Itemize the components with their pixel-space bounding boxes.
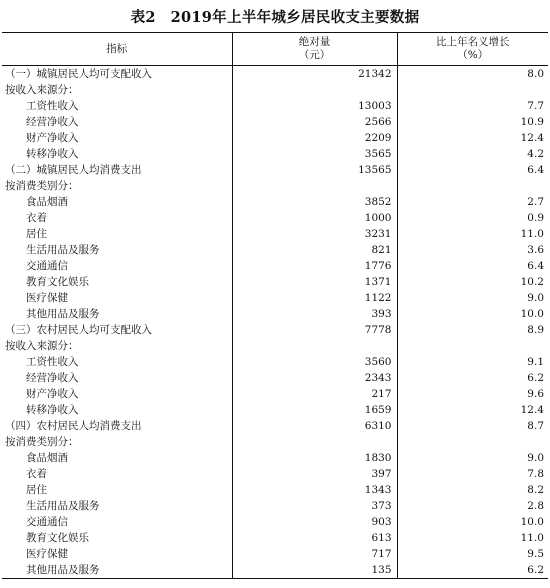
table-row xyxy=(2,130,548,146)
row-absolute-value: 3231 xyxy=(232,226,397,242)
row-growth-rate: 6.4 xyxy=(527,164,544,176)
row-growth-rate: 8.9 xyxy=(527,324,544,336)
table-row xyxy=(2,546,548,562)
row-indicator-name: 转移净收入 xyxy=(2,402,232,418)
row-growth-rate: 11.0 xyxy=(520,532,544,544)
row-indicator-name: 衣着 xyxy=(2,466,232,482)
row-indicator-name: 工资性收入 xyxy=(2,98,232,114)
row-absolute-value xyxy=(232,434,397,450)
row-growth-rate: 6.4 xyxy=(527,260,544,272)
table-row xyxy=(2,370,548,386)
row-growth-rate: 2.8 xyxy=(527,500,544,512)
table-title: 表2 2019年上半年城乡居民收支主要数据 xyxy=(130,9,420,26)
row-indicator-name: 转移净收入 xyxy=(2,146,232,162)
table-row xyxy=(2,162,548,178)
row-absolute-value: 393 xyxy=(232,306,397,322)
row-growth-rate: 6.2 xyxy=(527,372,544,384)
row-absolute-value: 7778 xyxy=(232,322,397,338)
row-absolute-value: 13003 xyxy=(232,98,397,114)
row-growth-rate: 0.9 xyxy=(527,212,544,224)
row-indicator-name: 食品烟酒 xyxy=(2,194,232,210)
row-growth-rate: 3.6 xyxy=(527,244,544,256)
table-row xyxy=(2,82,548,98)
table-row xyxy=(2,450,548,466)
table-row xyxy=(2,418,548,434)
row-growth-rate: 10.0 xyxy=(520,516,544,528)
row-growth-rate: 11.0 xyxy=(520,228,544,240)
table-row xyxy=(2,210,548,226)
row-absolute-value: 903 xyxy=(232,514,397,530)
row-indicator-name: 按消费类别分： xyxy=(2,434,232,450)
table-row xyxy=(2,322,548,338)
row-indicator-name: （四）农村居民人均消费支出 xyxy=(2,418,232,434)
row-indicator-name: 居住 xyxy=(2,482,232,498)
row-growth-rate: 12.4 xyxy=(520,404,544,416)
row-growth-rate: 4.2 xyxy=(527,148,544,160)
row-indicator-name: 交通通信 xyxy=(2,258,232,274)
row-absolute-value: 1000 xyxy=(232,210,397,226)
table-row xyxy=(2,242,548,258)
table-row xyxy=(2,290,548,306)
header-indicator-label: 指标 xyxy=(106,42,128,55)
header-absolute-value-unit: （元） xyxy=(298,49,331,61)
row-absolute-value: 1776 xyxy=(232,258,397,274)
row-growth-rate: 9.1 xyxy=(527,356,544,368)
header-indicator xyxy=(2,33,232,66)
row-growth-rate xyxy=(397,82,548,98)
table-row xyxy=(2,402,548,418)
row-growth-rate: 9.0 xyxy=(527,452,544,464)
row-growth-rate: 7.8 xyxy=(527,468,544,480)
row-indicator-name: 其他用品及服务 xyxy=(2,306,232,322)
row-indicator-name: 医疗保健 xyxy=(2,546,232,562)
table-row xyxy=(2,354,548,370)
table-row xyxy=(2,530,548,546)
table-row xyxy=(2,498,548,514)
row-growth-rate: 12.4 xyxy=(520,132,544,144)
row-indicator-name: 按收入来源分： xyxy=(2,82,232,98)
row-absolute-value: 1659 xyxy=(232,402,397,418)
header-absolute-value xyxy=(232,33,397,66)
header-growth-label: 比上年名义增长 xyxy=(436,36,510,48)
row-indicator-name: 按消费类别分： xyxy=(2,178,232,194)
row-absolute-value: 3565 xyxy=(232,146,397,162)
table-row xyxy=(2,146,548,162)
row-absolute-value: 821 xyxy=(232,242,397,258)
row-absolute-value: 3852 xyxy=(232,194,397,210)
row-growth-rate: 6.2 xyxy=(397,562,548,579)
row-absolute-value: 217 xyxy=(232,386,397,402)
row-absolute-value xyxy=(232,338,397,354)
row-growth-rate: 8.7 xyxy=(527,420,544,432)
table-row xyxy=(2,114,548,130)
row-growth-rate: 9.0 xyxy=(527,292,544,304)
row-indicator-name: 财产净收入 xyxy=(2,130,232,146)
row-indicator-name: 经营净收入 xyxy=(2,370,232,386)
row-indicator-name: 教育文化娱乐 xyxy=(2,274,232,290)
row-growth-rate: 2.7 xyxy=(527,196,544,208)
row-absolute-value: 13565 xyxy=(232,162,397,178)
row-absolute-value: 1122 xyxy=(232,290,397,306)
row-growth-rate: 10.2 xyxy=(520,276,544,288)
table-row xyxy=(2,562,548,579)
header-absolute-value-label: 绝对量 xyxy=(298,36,331,48)
row-absolute-value: 373 xyxy=(232,498,397,514)
row-indicator-name: 经营净收入 xyxy=(2,114,232,130)
income-expenditure-table xyxy=(2,32,548,579)
table-row xyxy=(2,194,548,210)
row-absolute-value: 613 xyxy=(232,530,397,546)
table-row xyxy=(2,274,548,290)
table-row xyxy=(2,338,548,354)
row-indicator-name: 医疗保健 xyxy=(2,290,232,306)
table-row xyxy=(2,306,548,322)
row-absolute-value xyxy=(232,82,397,98)
row-absolute-value: 135 xyxy=(232,562,397,579)
row-absolute-value: 6310 xyxy=(232,418,397,434)
row-absolute-value: 21342 xyxy=(232,66,397,83)
row-indicator-name: 财产净收入 xyxy=(2,386,232,402)
header-growth xyxy=(397,33,548,66)
row-absolute-value: 1371 xyxy=(232,274,397,290)
table-row xyxy=(2,482,548,498)
row-growth-rate: 8.0 xyxy=(527,68,544,80)
table-row xyxy=(2,258,548,274)
table-row xyxy=(2,98,548,114)
table-body xyxy=(2,66,548,579)
row-absolute-value: 1830 xyxy=(232,450,397,466)
table-row xyxy=(2,386,548,402)
table-header-row xyxy=(2,33,548,66)
row-absolute-value: 3560 xyxy=(232,354,397,370)
table-row xyxy=(2,178,548,194)
table-row xyxy=(2,66,548,83)
row-indicator-name: 食品烟酒 xyxy=(2,450,232,466)
row-growth-rate: 7.7 xyxy=(527,100,544,112)
row-indicator-name: 生活用品及服务 xyxy=(2,242,232,258)
row-growth-rate: 8.2 xyxy=(527,484,544,496)
row-indicator-name: （三）农村居民人均可支配收入 xyxy=(2,322,232,338)
row-indicator-name: 居住 xyxy=(2,226,232,242)
row-absolute-value xyxy=(232,178,397,194)
row-absolute-value: 397 xyxy=(232,466,397,482)
row-absolute-value: 2209 xyxy=(232,130,397,146)
row-indicator-name: 教育文化娱乐 xyxy=(2,530,232,546)
row-growth-rate: 9.5 xyxy=(527,548,544,560)
table-row xyxy=(2,226,548,242)
row-indicator-name: 其他用品及服务 xyxy=(2,562,232,579)
table-row xyxy=(2,434,548,450)
row-absolute-value: 717 xyxy=(232,546,397,562)
row-absolute-value: 2343 xyxy=(232,370,397,386)
table-row xyxy=(2,466,548,482)
row-indicator-name: （二）城镇居民人均消费支出 xyxy=(2,162,232,178)
header-growth-unit: （%） xyxy=(457,49,489,61)
row-growth-rate xyxy=(397,178,548,194)
row-growth-rate xyxy=(397,434,548,450)
row-absolute-value: 2566 xyxy=(232,114,397,130)
row-indicator-name: 生活用品及服务 xyxy=(2,498,232,514)
row-indicator-name: 衣着 xyxy=(2,210,232,226)
row-growth-rate: 10.9 xyxy=(520,116,544,128)
row-absolute-value: 1343 xyxy=(232,482,397,498)
row-growth-rate xyxy=(397,338,548,354)
row-indicator-name: 按收入来源分： xyxy=(2,338,232,354)
row-indicator-name: （一）城镇居民人均可支配收入 xyxy=(2,66,232,83)
row-indicator-name: 工资性收入 xyxy=(2,354,232,370)
table-row xyxy=(2,514,548,530)
row-growth-rate: 9.6 xyxy=(527,388,544,400)
row-growth-rate: 10.0 xyxy=(520,308,544,320)
row-indicator-name: 交通通信 xyxy=(2,514,232,530)
